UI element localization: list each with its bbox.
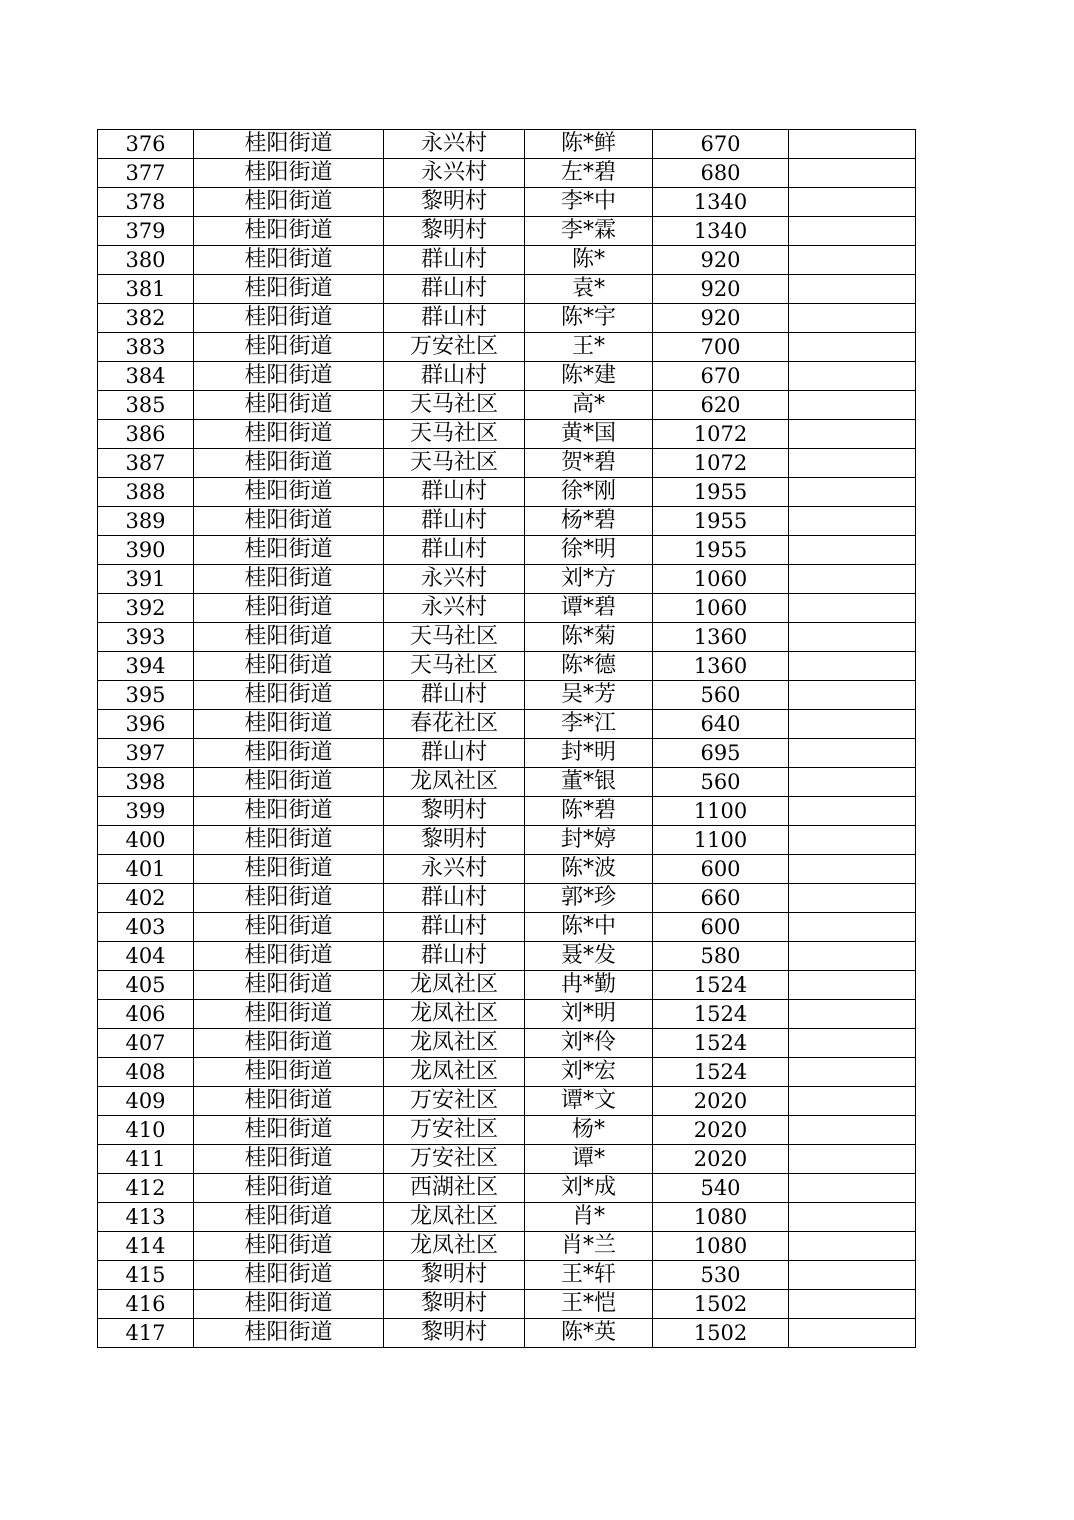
person-name-cell: 王*轩: [525, 1261, 653, 1290]
street-cell: 桂阳街道: [194, 942, 384, 971]
row-number-cell: 417: [98, 1319, 194, 1348]
amount-cell: 1340: [653, 188, 789, 217]
note-cell: [789, 246, 916, 275]
row-number-cell: 415: [98, 1261, 194, 1290]
amount-cell: 1524: [653, 1029, 789, 1058]
person-name-cell: 袁*: [525, 275, 653, 304]
village-cell: 天马社区: [384, 449, 525, 478]
row-number-cell: 382: [98, 304, 194, 333]
amount-cell: 1060: [653, 594, 789, 623]
person-name-cell: 谭*: [525, 1145, 653, 1174]
row-number-cell: 387: [98, 449, 194, 478]
village-cell: 天马社区: [384, 652, 525, 681]
amount-cell: 1502: [653, 1290, 789, 1319]
table-row: [98, 681, 916, 710]
person-name-cell: 陈*宇: [525, 304, 653, 333]
amount-cell: 670: [653, 130, 789, 159]
row-number-cell: 379: [98, 217, 194, 246]
street-cell: 桂阳街道: [194, 362, 384, 391]
row-number-cell: 396: [98, 710, 194, 739]
street-cell: 桂阳街道: [194, 1290, 384, 1319]
row-number-cell: 409: [98, 1087, 194, 1116]
table-row: [98, 739, 916, 768]
note-cell: [789, 1232, 916, 1261]
street-cell: 桂阳街道: [194, 1232, 384, 1261]
note-cell: [789, 391, 916, 420]
note-cell: [789, 710, 916, 739]
row-number-cell: 402: [98, 884, 194, 913]
table-row: [98, 420, 916, 449]
table-body: [98, 130, 916, 1348]
street-cell: 桂阳街道: [194, 246, 384, 275]
street-cell: 桂阳街道: [194, 594, 384, 623]
amount-cell: 1060: [653, 565, 789, 594]
table-row: [98, 1174, 916, 1203]
row-number-cell: 406: [98, 1000, 194, 1029]
village-cell: 黎明村: [384, 188, 525, 217]
row-number-cell: 394: [98, 652, 194, 681]
note-cell: [789, 478, 916, 507]
amount-cell: 620: [653, 391, 789, 420]
person-name-cell: 肖*兰: [525, 1232, 653, 1261]
person-name-cell: 郭*珍: [525, 884, 653, 913]
village-cell: 群山村: [384, 362, 525, 391]
note-cell: [789, 1174, 916, 1203]
table-row: [98, 275, 916, 304]
street-cell: 桂阳街道: [194, 652, 384, 681]
amount-cell: 1955: [653, 478, 789, 507]
table-row: [98, 942, 916, 971]
person-name-cell: 冉*勤: [525, 971, 653, 1000]
person-name-cell: 刘*明: [525, 1000, 653, 1029]
amount-cell: 680: [653, 159, 789, 188]
street-cell: 桂阳街道: [194, 565, 384, 594]
row-number-cell: 405: [98, 971, 194, 1000]
amount-cell: 1524: [653, 1058, 789, 1087]
street-cell: 桂阳街道: [194, 1058, 384, 1087]
table-row: [98, 1319, 916, 1348]
row-number-cell: 376: [98, 130, 194, 159]
note-cell: [789, 275, 916, 304]
village-cell: 万安社区: [384, 1145, 525, 1174]
table-row: [98, 594, 916, 623]
person-name-cell: 谭*碧: [525, 594, 653, 623]
person-name-cell: 杨*: [525, 1116, 653, 1145]
row-number-cell: 400: [98, 826, 194, 855]
street-cell: 桂阳街道: [194, 478, 384, 507]
street-cell: 桂阳街道: [194, 420, 384, 449]
street-cell: 桂阳街道: [194, 1203, 384, 1232]
street-cell: 桂阳街道: [194, 623, 384, 652]
amount-cell: 1955: [653, 507, 789, 536]
table-row: [98, 1058, 916, 1087]
row-number-cell: 414: [98, 1232, 194, 1261]
row-number-cell: 386: [98, 420, 194, 449]
table-row: [98, 159, 916, 188]
table-row: [98, 1261, 916, 1290]
amount-cell: 1080: [653, 1232, 789, 1261]
person-name-cell: 陈*德: [525, 652, 653, 681]
table-row: [98, 652, 916, 681]
table-row: [98, 1145, 916, 1174]
amount-cell: 700: [653, 333, 789, 362]
table-row: [98, 391, 916, 420]
street-cell: 桂阳街道: [194, 391, 384, 420]
table-row: [98, 565, 916, 594]
table-row: [98, 478, 916, 507]
person-name-cell: 刘*成: [525, 1174, 653, 1203]
person-name-cell: 陈*波: [525, 855, 653, 884]
amount-cell: 1360: [653, 652, 789, 681]
village-cell: 龙凤社区: [384, 1000, 525, 1029]
data-table: [97, 129, 916, 1348]
row-number-cell: 389: [98, 507, 194, 536]
amount-cell: 1100: [653, 826, 789, 855]
village-cell: 群山村: [384, 681, 525, 710]
village-cell: 万安社区: [384, 1116, 525, 1145]
note-cell: [789, 739, 916, 768]
street-cell: 桂阳街道: [194, 536, 384, 565]
amount-cell: 920: [653, 246, 789, 275]
note-cell: [789, 681, 916, 710]
village-cell: 群山村: [384, 304, 525, 333]
village-cell: 万安社区: [384, 1087, 525, 1116]
note-cell: [789, 594, 916, 623]
village-cell: 春花社区: [384, 710, 525, 739]
row-number-cell: 408: [98, 1058, 194, 1087]
note-cell: [789, 855, 916, 884]
person-name-cell: 徐*刚: [525, 478, 653, 507]
street-cell: 桂阳街道: [194, 217, 384, 246]
village-cell: 群山村: [384, 536, 525, 565]
table-row: [98, 913, 916, 942]
table-row: [98, 884, 916, 913]
amount-cell: 1080: [653, 1203, 789, 1232]
note-cell: [789, 826, 916, 855]
person-name-cell: 谭*文: [525, 1087, 653, 1116]
note-cell: [789, 217, 916, 246]
person-name-cell: 王*: [525, 333, 653, 362]
note-cell: [789, 159, 916, 188]
street-cell: 桂阳街道: [194, 681, 384, 710]
village-cell: 天马社区: [384, 420, 525, 449]
note-cell: [789, 768, 916, 797]
person-name-cell: 杨*碧: [525, 507, 653, 536]
amount-cell: 2020: [653, 1087, 789, 1116]
table-row: [98, 971, 916, 1000]
village-cell: 群山村: [384, 507, 525, 536]
row-number-cell: 393: [98, 623, 194, 652]
person-name-cell: 黄*国: [525, 420, 653, 449]
village-cell: 天马社区: [384, 623, 525, 652]
table-row: [98, 710, 916, 739]
note-cell: [789, 971, 916, 1000]
village-cell: 天马社区: [384, 391, 525, 420]
village-cell: 群山村: [384, 942, 525, 971]
note-cell: [789, 420, 916, 449]
amount-cell: 1360: [653, 623, 789, 652]
note-cell: [789, 507, 916, 536]
row-number-cell: 411: [98, 1145, 194, 1174]
person-name-cell: 陈*菊: [525, 623, 653, 652]
amount-cell: 660: [653, 884, 789, 913]
person-name-cell: 刘*伶: [525, 1029, 653, 1058]
village-cell: 龙凤社区: [384, 1029, 525, 1058]
note-cell: [789, 1000, 916, 1029]
table-row: [98, 1029, 916, 1058]
street-cell: 桂阳街道: [194, 1174, 384, 1203]
note-cell: [789, 565, 916, 594]
street-cell: 桂阳街道: [194, 797, 384, 826]
amount-cell: 1502: [653, 1319, 789, 1348]
person-name-cell: 陈*中: [525, 913, 653, 942]
table-row: [98, 217, 916, 246]
row-number-cell: 412: [98, 1174, 194, 1203]
note-cell: [789, 1261, 916, 1290]
row-number-cell: 390: [98, 536, 194, 565]
person-name-cell: 吴*芳: [525, 681, 653, 710]
row-number-cell: 388: [98, 478, 194, 507]
table-row: [98, 855, 916, 884]
row-number-cell: 378: [98, 188, 194, 217]
table-row: [98, 333, 916, 362]
note-cell: [789, 913, 916, 942]
row-number-cell: 398: [98, 768, 194, 797]
note-cell: [789, 1203, 916, 1232]
row-number-cell: 380: [98, 246, 194, 275]
amount-cell: 695: [653, 739, 789, 768]
table-row: [98, 449, 916, 478]
note-cell: [789, 362, 916, 391]
row-number-cell: 397: [98, 739, 194, 768]
village-cell: 万安社区: [384, 333, 525, 362]
table-row: [98, 188, 916, 217]
amount-cell: 1524: [653, 1000, 789, 1029]
street-cell: 桂阳街道: [194, 710, 384, 739]
amount-cell: 1524: [653, 971, 789, 1000]
street-cell: 桂阳街道: [194, 159, 384, 188]
note-cell: [789, 1087, 916, 1116]
note-cell: [789, 1319, 916, 1348]
note-cell: [789, 1290, 916, 1319]
table-row: [98, 507, 916, 536]
amount-cell: 670: [653, 362, 789, 391]
amount-cell: 560: [653, 768, 789, 797]
row-number-cell: 377: [98, 159, 194, 188]
row-number-cell: 381: [98, 275, 194, 304]
person-name-cell: 李*江: [525, 710, 653, 739]
table-row: [98, 536, 916, 565]
note-cell: [789, 333, 916, 362]
row-number-cell: 401: [98, 855, 194, 884]
village-cell: 永兴村: [384, 594, 525, 623]
note-cell: [789, 536, 916, 565]
table-row: [98, 1116, 916, 1145]
person-name-cell: 贺*碧: [525, 449, 653, 478]
table-row: [98, 1203, 916, 1232]
row-number-cell: 413: [98, 1203, 194, 1232]
street-cell: 桂阳街道: [194, 275, 384, 304]
village-cell: 黎明村: [384, 1290, 525, 1319]
row-number-cell: 407: [98, 1029, 194, 1058]
amount-cell: 1340: [653, 217, 789, 246]
village-cell: 黎明村: [384, 797, 525, 826]
note-cell: [789, 652, 916, 681]
note-cell: [789, 449, 916, 478]
village-cell: 群山村: [384, 913, 525, 942]
note-cell: [789, 130, 916, 159]
person-name-cell: 封*婷: [525, 826, 653, 855]
village-cell: 黎明村: [384, 1261, 525, 1290]
village-cell: 群山村: [384, 478, 525, 507]
amount-cell: 1072: [653, 449, 789, 478]
amount-cell: 1072: [653, 420, 789, 449]
amount-cell: 580: [653, 942, 789, 971]
amount-cell: 1100: [653, 797, 789, 826]
street-cell: 桂阳街道: [194, 855, 384, 884]
row-number-cell: 403: [98, 913, 194, 942]
street-cell: 桂阳街道: [194, 768, 384, 797]
table-row: [98, 304, 916, 333]
village-cell: 龙凤社区: [384, 971, 525, 1000]
street-cell: 桂阳街道: [194, 971, 384, 1000]
person-name-cell: 陈*碧: [525, 797, 653, 826]
street-cell: 桂阳街道: [194, 1261, 384, 1290]
amount-cell: 530: [653, 1261, 789, 1290]
village-cell: 龙凤社区: [384, 1203, 525, 1232]
amount-cell: 1955: [653, 536, 789, 565]
amount-cell: 2020: [653, 1145, 789, 1174]
person-name-cell: 肖*: [525, 1203, 653, 1232]
street-cell: 桂阳街道: [194, 1000, 384, 1029]
amount-cell: 920: [653, 275, 789, 304]
street-cell: 桂阳街道: [194, 1145, 384, 1174]
person-name-cell: 左*碧: [525, 159, 653, 188]
note-cell: [789, 884, 916, 913]
amount-cell: 540: [653, 1174, 789, 1203]
table-row: [98, 768, 916, 797]
person-name-cell: 高*: [525, 391, 653, 420]
village-cell: 群山村: [384, 739, 525, 768]
person-name-cell: 陈*建: [525, 362, 653, 391]
person-name-cell: 封*明: [525, 739, 653, 768]
person-name-cell: 聂*发: [525, 942, 653, 971]
table-row: [98, 362, 916, 391]
table-row: [98, 797, 916, 826]
street-cell: 桂阳街道: [194, 333, 384, 362]
street-cell: 桂阳街道: [194, 188, 384, 217]
street-cell: 桂阳街道: [194, 1319, 384, 1348]
street-cell: 桂阳街道: [194, 449, 384, 478]
person-name-cell: 陈*英: [525, 1319, 653, 1348]
person-name-cell: 陈*鲜: [525, 130, 653, 159]
row-number-cell: 383: [98, 333, 194, 362]
amount-cell: 600: [653, 913, 789, 942]
note-cell: [789, 797, 916, 826]
street-cell: 桂阳街道: [194, 826, 384, 855]
village-cell: 永兴村: [384, 855, 525, 884]
row-number-cell: 385: [98, 391, 194, 420]
village-cell: 群山村: [384, 246, 525, 275]
amount-cell: 560: [653, 681, 789, 710]
street-cell: 桂阳街道: [194, 1116, 384, 1145]
row-number-cell: 392: [98, 594, 194, 623]
row-number-cell: 416: [98, 1290, 194, 1319]
village-cell: 群山村: [384, 275, 525, 304]
village-cell: 永兴村: [384, 130, 525, 159]
village-cell: 黎明村: [384, 826, 525, 855]
row-number-cell: 384: [98, 362, 194, 391]
village-cell: 龙凤社区: [384, 1058, 525, 1087]
amount-cell: 640: [653, 710, 789, 739]
street-cell: 桂阳街道: [194, 1087, 384, 1116]
note-cell: [789, 942, 916, 971]
person-name-cell: 刘*宏: [525, 1058, 653, 1087]
table-row: [98, 826, 916, 855]
note-cell: [789, 1058, 916, 1087]
table-row: [98, 1000, 916, 1029]
row-number-cell: 395: [98, 681, 194, 710]
street-cell: 桂阳街道: [194, 739, 384, 768]
street-cell: 桂阳街道: [194, 1029, 384, 1058]
person-name-cell: 陈*: [525, 246, 653, 275]
village-cell: 永兴村: [384, 159, 525, 188]
village-cell: 龙凤社区: [384, 1232, 525, 1261]
village-cell: 黎明村: [384, 217, 525, 246]
row-number-cell: 391: [98, 565, 194, 594]
village-cell: 永兴村: [384, 565, 525, 594]
street-cell: 桂阳街道: [194, 130, 384, 159]
village-cell: 西湖社区: [384, 1174, 525, 1203]
amount-cell: 920: [653, 304, 789, 333]
street-cell: 桂阳街道: [194, 884, 384, 913]
row-number-cell: 404: [98, 942, 194, 971]
person-name-cell: 徐*明: [525, 536, 653, 565]
row-number-cell: 399: [98, 797, 194, 826]
table-row: [98, 1087, 916, 1116]
note-cell: [789, 1029, 916, 1058]
table-row: [98, 1232, 916, 1261]
village-cell: 黎明村: [384, 1319, 525, 1348]
street-cell: 桂阳街道: [194, 913, 384, 942]
note-cell: [789, 188, 916, 217]
person-name-cell: 李*中: [525, 188, 653, 217]
table-row: [98, 130, 916, 159]
note-cell: [789, 1116, 916, 1145]
table-row: [98, 1290, 916, 1319]
table-row: [98, 623, 916, 652]
street-cell: 桂阳街道: [194, 507, 384, 536]
amount-cell: 2020: [653, 1116, 789, 1145]
village-cell: 群山村: [384, 884, 525, 913]
village-cell: 龙凤社区: [384, 768, 525, 797]
table-row: [98, 246, 916, 275]
person-name-cell: 刘*方: [525, 565, 653, 594]
person-name-cell: 李*霖: [525, 217, 653, 246]
note-cell: [789, 623, 916, 652]
amount-cell: 600: [653, 855, 789, 884]
person-name-cell: 王*恺: [525, 1290, 653, 1319]
street-cell: 桂阳街道: [194, 304, 384, 333]
row-number-cell: 410: [98, 1116, 194, 1145]
person-name-cell: 董*银: [525, 768, 653, 797]
note-cell: [789, 1145, 916, 1174]
note-cell: [789, 304, 916, 333]
